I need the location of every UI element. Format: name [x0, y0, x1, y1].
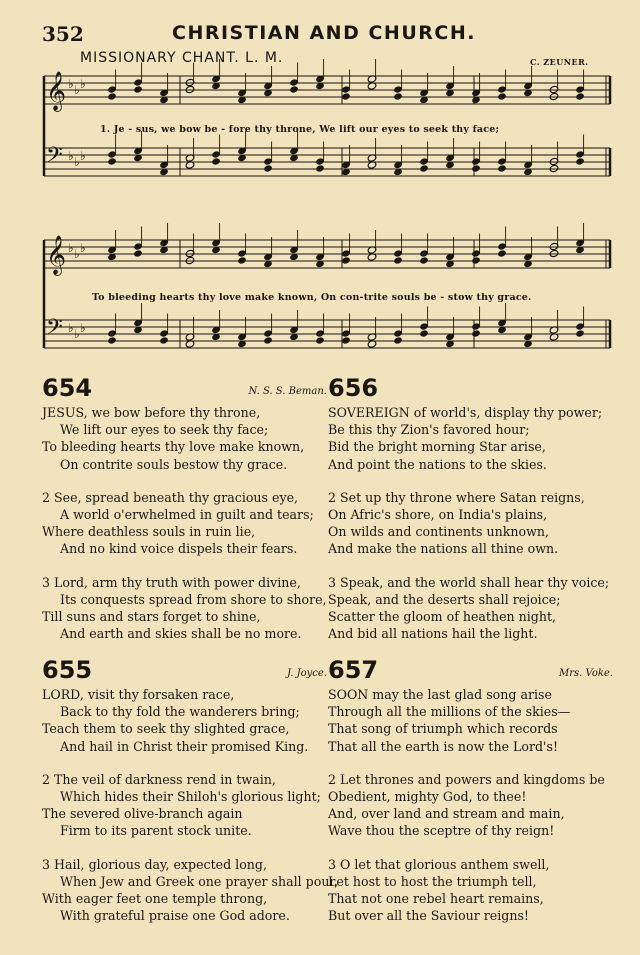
- section-title: CHRISTIAN AND CHURCH.: [172, 22, 476, 44]
- hymn-number: 657: [328, 656, 379, 684]
- hymn-654: [42, 374, 327, 658]
- flat-icon: ♭: [80, 149, 86, 163]
- note-head: [263, 336, 273, 344]
- note-head: [315, 336, 325, 344]
- verse-line: Its conquests spread from shore to shore,: [60, 591, 327, 607]
- note-head: [185, 85, 195, 93]
- note-head: [341, 336, 351, 344]
- note-head: [263, 164, 273, 172]
- hymn-number: 654: [42, 374, 93, 402]
- verse-line: Till suns and stars forget to shine,: [42, 609, 261, 625]
- verse-line: Be this thy Zion's favored hour;: [328, 422, 530, 438]
- flat-icon: ♭: [80, 321, 86, 335]
- hymn-657: [328, 656, 613, 940]
- verse-line: Teach them to seek thy slighted grace,: [42, 721, 290, 737]
- note-head: [575, 92, 585, 100]
- flat-icon: ♭: [68, 321, 74, 335]
- note-head: [575, 157, 585, 165]
- verse-3: [328, 856, 613, 925]
- note-head: [419, 164, 429, 172]
- note-head: [315, 164, 325, 172]
- note-head: [471, 164, 481, 172]
- hymn-author: J. Joyce.: [287, 668, 327, 679]
- tune-title: MISSIONARY CHANT. L. M.: [80, 50, 284, 66]
- verse-1: [328, 686, 613, 755]
- verse-line: And make the nations all thine own.: [328, 541, 559, 557]
- verse-2: [328, 489, 613, 558]
- bass-clef-icon: 𝄢: [46, 315, 63, 345]
- hymn-author: Mrs. Voke.: [559, 668, 613, 679]
- page-number: 352: [42, 22, 84, 46]
- hymn-number: 656: [328, 374, 379, 402]
- verse-line: Where deathless souls in ruin lie,: [42, 524, 256, 540]
- verse-line: 3 Speak, and the world shall hear thy voice;: [328, 574, 610, 590]
- verse-line: And, over land and stream and main,: [328, 806, 565, 822]
- note-head: [549, 249, 559, 257]
- verse-line: LORD, visit thy forsaken race,: [42, 687, 235, 702]
- verse-line: And no kind voice dispels their fears.: [60, 541, 298, 557]
- verse-line: That all the earth is now the Lord's!: [328, 738, 559, 754]
- verse-line: And earth and skies shall be no more.: [60, 626, 302, 642]
- verse-line: Let host to host the triumph tell,: [328, 873, 537, 889]
- verse-line: The severed olive-branch again: [42, 806, 243, 822]
- hymn-655: [42, 656, 339, 940]
- note-head: [133, 85, 143, 93]
- verse-line: JESUS, we bow before thy throne,: [42, 405, 261, 420]
- composer-name: C. ZEUNER.: [530, 57, 589, 67]
- treble-clef-icon: 𝄞: [46, 71, 67, 111]
- note-head: [107, 336, 117, 344]
- verse-line: Through all the millions of the skies—: [328, 704, 571, 720]
- verse-line: But over all the Saviour reigns!: [328, 908, 529, 924]
- note-head: [471, 256, 481, 264]
- verse-line: 2 The veil of darkness rend in twain,: [42, 771, 276, 787]
- verse-3: [328, 574, 613, 643]
- note-head: [289, 85, 299, 93]
- flat-icon: ♭: [68, 241, 74, 255]
- note-head: [393, 256, 403, 264]
- verse-line: A world o'erwhelmed in guilt and tears;: [60, 507, 314, 523]
- verse-line: Speak, and the deserts shall rejoice;: [328, 591, 561, 607]
- verse-line: And hail in Christ their promised King.: [60, 738, 309, 754]
- verse-line: That not one rebel heart remains,: [328, 891, 544, 907]
- verse-2: [328, 771, 613, 840]
- verse-1: [42, 686, 327, 755]
- verse-2: [42, 771, 327, 840]
- note-head: [107, 92, 117, 100]
- verse-3: [42, 574, 327, 643]
- verse-line: Firm to its parent stock unite.: [60, 823, 252, 839]
- hymn-656: [328, 374, 613, 658]
- verse-line: Wave thou the sceptre of thy reign!: [328, 823, 555, 839]
- verse-line: On contrite souls bestow thy grace.: [60, 456, 288, 472]
- hymn-author: N. S. S. Beman.: [248, 386, 327, 397]
- note-head: [497, 164, 507, 172]
- note-head: [211, 157, 221, 165]
- note-head: [393, 92, 403, 100]
- flat-icon: ♭: [74, 83, 80, 97]
- note-head: [549, 92, 559, 100]
- verse-line: 3 Lord, arm thy truth with power divine,: [42, 574, 301, 590]
- note-head: [575, 329, 585, 337]
- verse-1: [328, 404, 613, 473]
- note-head: [549, 164, 559, 172]
- note-head: [497, 92, 507, 100]
- flat-icon: ♭: [74, 327, 80, 341]
- verse-line: SOVEREIGN of world's, display thy power;: [328, 405, 603, 420]
- note-head: [341, 92, 351, 100]
- flat-icon: ♭: [68, 149, 74, 163]
- note-head: [107, 157, 117, 165]
- verse-line: To bleeding hearts thy love make known,: [42, 439, 305, 455]
- verse-line: With eager feet one temple throng,: [42, 891, 268, 907]
- bass-clef-icon: 𝄢: [46, 143, 63, 173]
- verse-line: 2 See, spread beneath thy gracious eye,: [42, 489, 299, 505]
- note-head: [393, 336, 403, 344]
- lyric-line-2: To bleeding hearts thy love make known, On con-trite souls be - stow thy grace.: [92, 292, 532, 303]
- verse-line: We lift our eyes to seek thy face;: [60, 422, 269, 438]
- note-head: [419, 256, 429, 264]
- verse-line: That song of triumph which records: [328, 721, 558, 737]
- verse-line: With grateful praise one God adore.: [60, 908, 290, 924]
- staff: [44, 76, 610, 104]
- verse-2: [42, 489, 327, 558]
- note-head: [471, 329, 481, 337]
- note-head: [133, 249, 143, 257]
- verse-line: On Afric's shore, on India's plains,: [328, 507, 548, 523]
- flat-icon: ♭: [74, 155, 80, 169]
- verse-line: Back to thy fold the wanderers bring;: [60, 704, 300, 720]
- verse-line: 2 Let thrones and powers and kingdoms be: [328, 771, 605, 787]
- verse-line: And point the nations to the skies.: [328, 456, 547, 472]
- flat-icon: ♭: [68, 77, 74, 91]
- note-head: [185, 256, 195, 264]
- flat-icon: ♭: [80, 77, 86, 91]
- verse-line: When Jew and Greek one prayer shall pour,: [60, 873, 339, 889]
- verse-line: 3 O let that glorious anthem swell,: [328, 856, 550, 872]
- verse-line: Which hides their Shiloh's glorious light;: [60, 789, 321, 805]
- verse-line: 3 Hail, glorious day, expected long,: [42, 856, 267, 872]
- verse-line: Bid the bright morning Star arise,: [328, 439, 546, 455]
- note-head: [341, 256, 351, 264]
- flat-icon: ♭: [74, 247, 80, 261]
- note-head: [419, 329, 429, 337]
- verse-line: And bid all nations hail the light.: [328, 626, 538, 642]
- verse-line: On wilds and continents unknown,: [328, 524, 549, 540]
- flat-icon: ♭: [80, 241, 86, 255]
- lyric-line-1: 1. Je - sus, we bow be - fore thy throne, We lift our eyes to seek thy face;: [100, 124, 500, 135]
- verse-1: [42, 404, 327, 473]
- verse-line: Scatter the gloom of heathen night,: [328, 609, 557, 625]
- note-head: [159, 336, 169, 344]
- verse-3: [42, 856, 339, 925]
- music-score: [0, 0, 640, 370]
- note-head: [237, 256, 247, 264]
- verse-line: Obedient, mighty God, to thee!: [328, 789, 527, 805]
- verse-line: 2 Set up thy throne where Satan reigns,: [328, 489, 585, 505]
- hymn-number: 655: [42, 656, 93, 684]
- note-head: [497, 249, 507, 257]
- verse-line: SOON may the last glad song arise: [328, 687, 552, 702]
- treble-clef-icon: 𝄞: [46, 235, 67, 275]
